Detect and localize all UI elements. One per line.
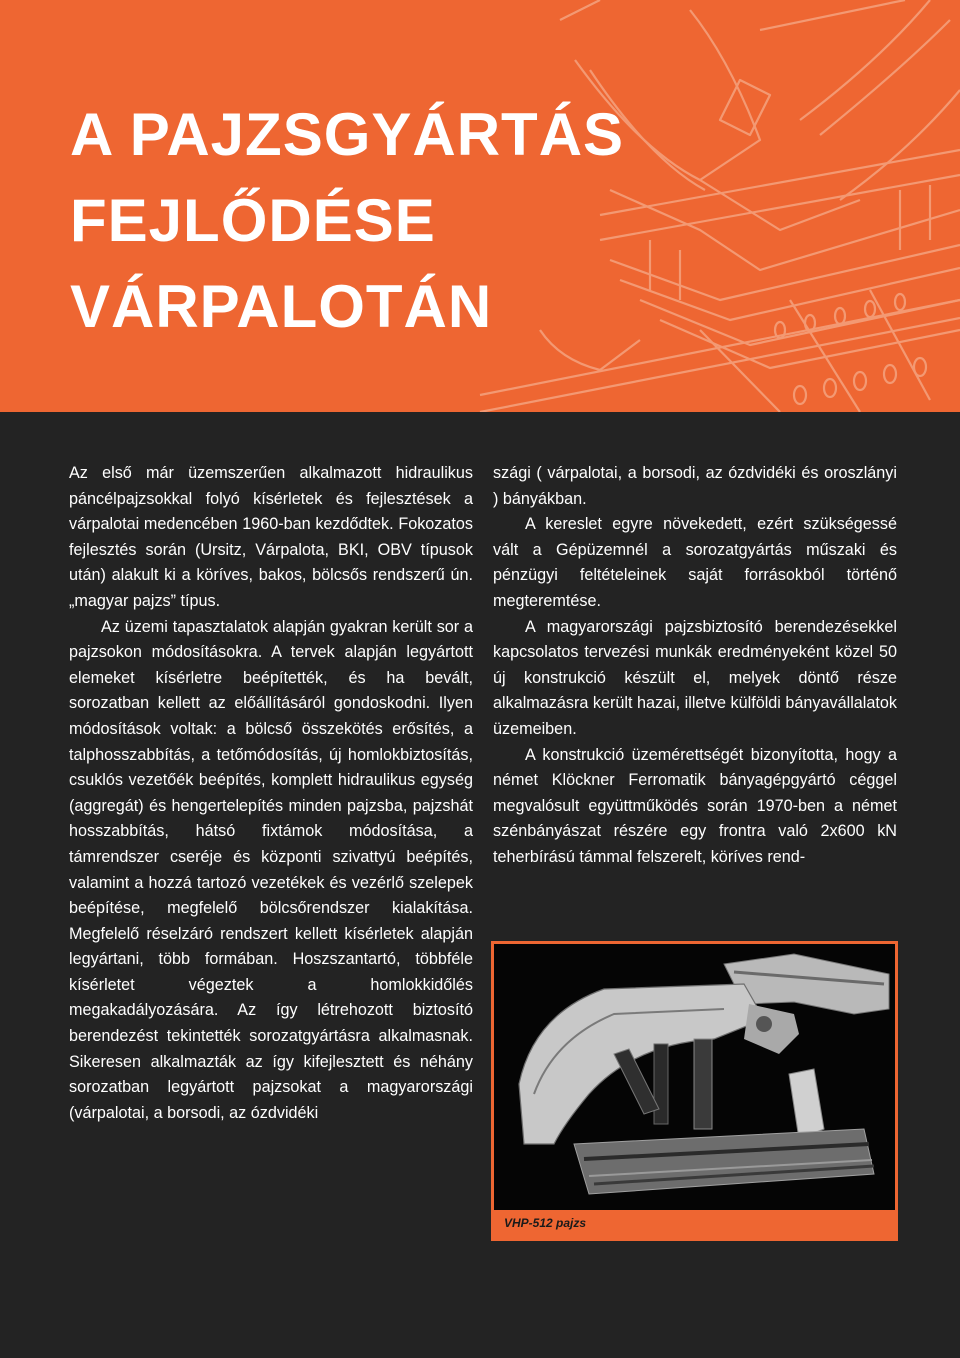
left-text-column: [69, 461, 473, 1126]
title-line: A PAJZSGYÁRTÁS: [70, 101, 625, 168]
paragraph: szági ( várpalotai, a borsodi, az ózdvidéki és oroszlányi ) bányákban.: [493, 464, 897, 508]
paragraph: Az első már üzemszerűen alkalmazott hidraulikus páncélpajzsokkal folyó kísérletek és fejlesztések a várpalotai medencében 1960-ban kezdődtek. Fokozatos fejlesztés során (Ursitz, Várpalota, BKI, OBV típusok után) alakult ki a köríves, bakos, bölcsős rendszerű ún. „magyar pajzs” típus.: [69, 464, 473, 610]
page-title: [70, 92, 624, 350]
figure-frame: [491, 941, 898, 1241]
title-banner: [0, 0, 960, 412]
title-line: VÁRPALOTÁN: [70, 273, 493, 340]
paragraph: A magyarországi pajzsbiztosító berendezésekkel kapcsolatos tervezési munkák eredményeként közel 50 új konstrukció készült el, melyek döntő része alkalmazásra került hazai, illetve külföldi bányavállalatok üzemeiben.: [493, 617, 897, 738]
shield-photo: [494, 944, 895, 1210]
right-text-column: [493, 461, 897, 871]
paragraph: Az üzemi tapasztalatok alapján gyakran került sor a pajzsokon módosításokra. A tervek alapján legyártott elemeket kísérletre beépítették, és ha bevált, sorozatban kellett az előállításáról gondoskodni. Ilyen módosítások voltak: a bölcső összekötés erősítés, a talphosszabbítás, a tetőmódosítás, új homlokbiztosítás, csuklós vezetőék beépítés, komplett hidraulikus egység (aggregát) és hengertelepítés minden pajzsba, pajzshát hosszabbítás, hátsó fixtámok módosítása, a támrendszer cseréje és központi szivattyú beépítés, valamint a hozzá tartozó vezetékek és vezérlő szelepek beépítése, megfelelő bölcsőrendszer kialakítása. Megfelelő réselzáró rendszert kellett kísérletek alapján legyártani, több formában. Hoszszantartó, többféle kísérletet végeztek a homlokkidőlés megakadályozására. Az így létrehozott biztosító berendezést tekintették sorozatgyártásra alkalmasnak. Sikeresen alkalmazták az így kifejlesztett és néhány sorozatban legyártott pajzsokat a magyarországi (várpalotai, a borsodi, az ózdvidéki: [69, 617, 473, 1122]
paragraph: A kereslet egyre növekedett, ezért szükségessé vált a Gépüzemnél a sorozatgyártás műszaki és pénzügyi feltételeinek saját forrásokból történő megteremtése.: [493, 515, 897, 610]
figure-caption: VHP-512 pajzs: [504, 1216, 587, 1230]
paragraph: A konstrukció üzemérettségét bizonyította, hogy a német Klöckner Ferromatik bányagépgyártó céggel megvalósult együttműködés során 1970-ben a német szénbányászat részére egy frontra való 2x600 kN teherbírású támmal felszerelt, köríves rend-: [493, 745, 897, 866]
title-line: FEJLŐDÉSE: [70, 187, 436, 254]
shield-machine-image: [494, 944, 895, 1210]
